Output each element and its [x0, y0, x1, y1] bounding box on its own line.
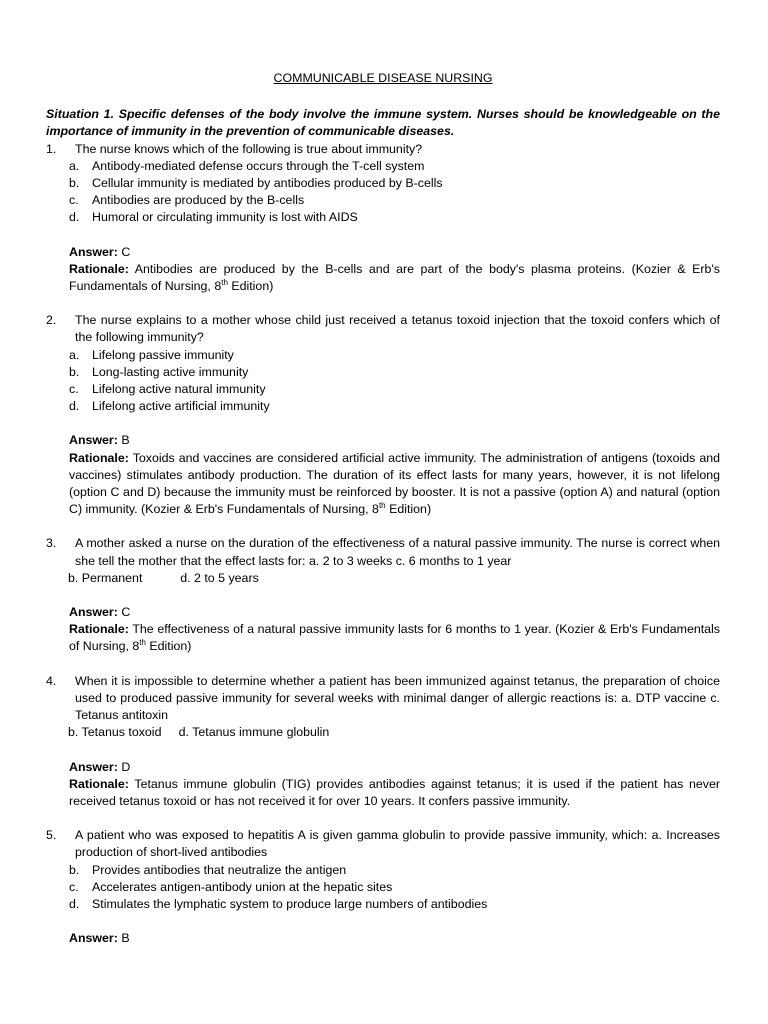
question-1 [46, 141, 720, 296]
question-text: The nurse knows which of the following is true about immunity? [75, 141, 423, 156]
question-4 [46, 673, 720, 810]
answer-block [46, 244, 720, 296]
option-b: b. Long-lasting active immunity [69, 364, 249, 379]
answer-line: Answer: D [69, 759, 131, 774]
option-c: c. Lifelong active natural immunity [69, 382, 266, 397]
answer-block [46, 604, 720, 656]
question-text: A mother asked a nurse on the duration of the effectiveness of a natural passive immunity. The nurse is correct when she tell the mother that the effect lasts for: a. 2 to 3 weeks c. 6 months to 1 year [75, 536, 720, 568]
answer-value: C [121, 605, 131, 620]
answer-line: Answer: C [69, 605, 131, 620]
question-text: The nurse explains to a mother whose child just received a tetanus toxoid injection that the toxoid confers which of the following immunity? [75, 313, 720, 345]
question-text: When it is impossible to determine whether a patient has been immunized against tetanus, the preparation of choice used to produced passive immunity for several weeks with minimal danger of allergic reactions is: a. DTP vaccine c. Tetanus antitoxin [75, 673, 720, 723]
situation-intro: Situation 1. Specific defenses of the body involve the immune system. Nurses should be knowledgeable on the importance of immunity in the prevention of communicable diseases. [46, 107, 720, 139]
option-a: a. Antibody-mediated defense occurs through the T-cell system [69, 158, 425, 173]
answer-line: Answer: C [69, 244, 131, 259]
option-d: d. Stimulates the lymphatic system to produce large numbers of antibodies [69, 896, 488, 911]
question-number: 3. [46, 536, 57, 551]
option-b: b. Provides antibodies that neutralize the antigen [69, 862, 347, 877]
question-2 [46, 312, 720, 518]
answer-value: C [121, 244, 131, 259]
option-list [46, 862, 720, 914]
inline-options: b. Permanent d. 2 to 5 years [68, 570, 259, 585]
document-title: COMMUNICABLE DISEASE NURSING [273, 71, 493, 85]
option-a: a. Lifelong passive immunity [69, 347, 234, 362]
rationale-line: Rationale: The effectiveness of a natural passive immunity lasts for 6 months to 1 year. (Kozier & Erb's Fundamentals of Nursing, 8th Edition) [69, 622, 721, 654]
question-3 [46, 535, 720, 655]
answer-value: B [121, 931, 130, 946]
answer-value: B [121, 433, 130, 448]
answer-block [46, 432, 720, 518]
option-b: b. Cellular immunity is mediated by antibodies produced by B-cells [69, 176, 443, 191]
option-d: d. Humoral or circulating immunity is lost with AIDS [69, 210, 358, 225]
question-number: 1. [46, 141, 57, 156]
answer-block [46, 930, 720, 947]
option-c: c. Accelerates antigen-antibody union at the hepatic sites [69, 879, 393, 894]
rationale-line: Rationale: Antibodies are produced by the B-cells and are part of the body's plasma proteins. (Kozier & Erb's Fundamentals of Nursing, 8th Edition) [69, 261, 721, 294]
answer-value: D [121, 759, 131, 774]
option-d: d. Lifelong active artificial immunity [69, 399, 270, 414]
rationale-line: Rationale: Toxoids and vaccines are considered artificial active immunity. The administration of antigens (toxoids and vaccines) stimulates antibody production. The duration of its effect lasts for many years, however, it is not lifelong (option C and D) because the immunity must be reinforced by booster. It is not a passive (option A) and natural (option C) immunity. (Kozier & Erb's Fundamentals of Nursing, 8th Edition) [69, 450, 720, 517]
answer-line: Answer: B [69, 433, 130, 448]
question-number: 4. [46, 673, 57, 688]
option-c: c. Antibodies are produced by the B-cells [69, 193, 305, 208]
inline-options: b. Tetanus toxoid d. Tetanus immune globulin [68, 725, 330, 740]
question-text: A patient who was exposed to hepatitis A is given gamma globulin to provide passive immunity, which: a. Increases production of short-lived antibodies [75, 828, 720, 860]
option-list [46, 158, 720, 227]
rationale-line: Rationale: Tetanus immune globulin (TIG) provides antibodies against tetanus; it is used if the patient has never received tetanus toxoid or has not received it for over 10 years. It confers passive immunity. [69, 776, 720, 808]
question-number: 5. [46, 828, 57, 843]
option-list [46, 347, 720, 416]
question-5 [46, 827, 720, 947]
question-number: 2. [46, 313, 57, 328]
answer-line: Answer: B [69, 931, 130, 946]
answer-block [46, 759, 720, 811]
